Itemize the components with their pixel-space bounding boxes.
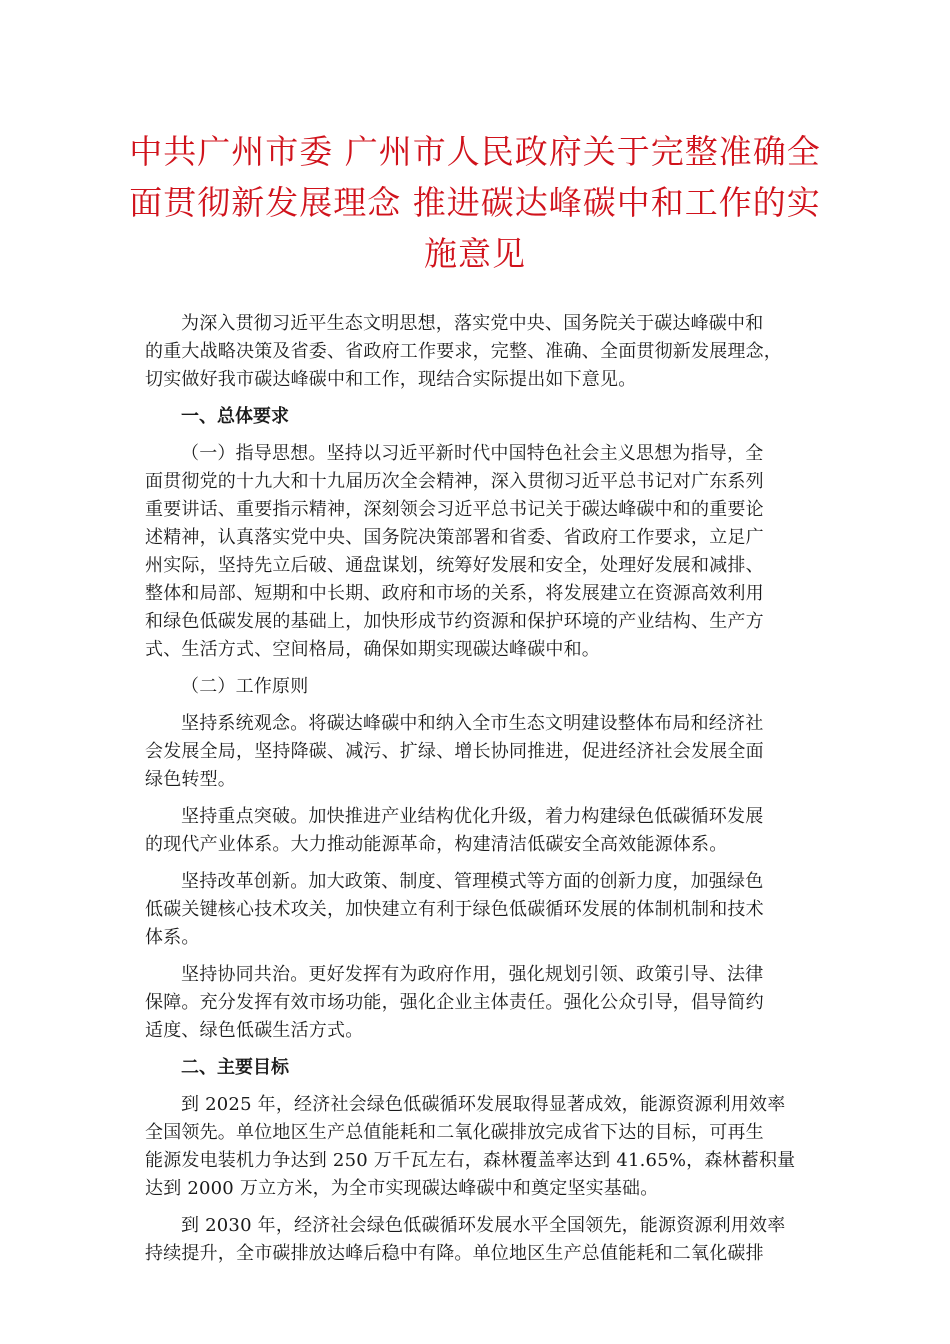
text-line: 述精神，认真落实党中央、国务院决策部署和省委、省政府工作要求，立足广 [145,527,764,548]
text-line: 重要讲话、重要指示精神，深刻领会习近平总书记关于碳达峰碳中和的重要论 [145,499,764,520]
goal-paragraph [145,1212,805,1268]
title-line: 面贯彻新发展理念 推进碳达峰碳中和工作的实 [129,183,821,222]
guiding-paragraph [145,440,805,664]
text-line: 低碳关键核心技术攻关，加快建立有利于绿色低碳循环发展的体制机制和技术 [145,899,764,920]
title-line: 中共广州市委 广州市人民政府关于完整准确全 [129,132,821,171]
text-line: 的现代产业体系。大力推动能源革命，构建清洁低碳安全高效能源体系。 [145,834,728,855]
section-heading: 一、总体要求 [181,406,289,427]
text-line: 为深入贯彻习近平生态文明思想，落实党中央、国务院关于碳达峰碳中和 [181,313,764,334]
text-line: 坚持重点突破。加快推进产业结构优化升级，着力构建绿色低碳循环发展 [181,806,764,827]
text-line: 州实际，坚持先立后破、通盘谋划，统筹好发展和安全，处理好发展和减排、 [145,555,764,576]
text-line: 会发展全局，坚持降碳、减污、扩绿、增长协同推进，促进经济社会发展全面 [145,741,764,762]
text-line: 持续提升，全市碳排放达峰后稳中有降。单位地区生产总值能耗和二氧化碳排 [145,1243,764,1264]
document-body [145,310,805,1277]
text-line: 和绿色低碳发展的基础上，加快形成节约资源和保护环境的产业结构、生产方 [145,611,764,632]
text-line: 的重大战略决策及省委、省政府工作要求，完整、准确、全面贯彻新发展理念， [145,341,782,362]
text-line: 坚持改革创新。加大政策、制度、管理模式等方面的创新力度，加强绿色 [181,871,764,892]
principle-paragraph [145,710,805,794]
text-line: 切实做好我市碳达峰碳中和工作，现结合实际提出如下意见。 [145,369,637,390]
text-line: 达到 2000 万立方米，为全市实现碳达峰碳中和奠定坚实基础。 [145,1178,659,1199]
intro-paragraph [145,310,805,394]
text-line: 体系。 [145,927,200,948]
section-heading: 二、主要目标 [181,1057,289,1078]
text-line: 能源发电装机力争达到 250 万千瓦左右，森林覆盖率达到 41.65%，森林蓄积量 [145,1150,796,1171]
text-line: 坚持系统观念。将碳达峰碳中和纳入全市生态文明建设整体布局和经济社 [181,713,764,734]
text-line: 坚持协同共治。更好发挥有为政府作用，强化规划引领、政策引导、法律 [181,964,764,985]
text-line: 面贯彻党的十九大和十九届历次全会精神，深入贯彻习近平总书记对广东系列 [145,471,764,492]
text-line: 式、生活方式、空间格局，确保如期实现碳达峰碳中和。 [145,639,600,660]
text-line: 全国领先。单位地区生产总值能耗和二氧化碳排放完成省下达的目标，可再生 [145,1122,764,1143]
text-line: 适度、绿色低碳生活方式。 [145,1020,364,1041]
principle-paragraph [145,961,805,1045]
subsection-heading: （二）工作原则 [181,676,309,697]
text-line: （一）指导思想。坚持以习近平新时代中国特色社会主义思想为指导，全 [181,443,764,464]
goal-paragraph [145,1091,805,1203]
text-line: 整体和局部、短期和中长期、政府和市场的关系，将发展建立在资源高效利用 [145,583,764,604]
document-title [120,126,830,279]
principle-paragraph [145,868,805,952]
text-line: 绿色转型。 [145,769,236,790]
title-line: 施意见 [424,234,526,273]
text-line: 到 2030 年，经济社会绿色低碳循环发展水平全国领先，能源资源利用效率 [181,1215,786,1236]
text-line: 保障。充分发挥有效市场功能，强化企业主体责任。强化公众引导，倡导简约 [145,992,764,1013]
principle-paragraph [145,803,805,859]
text-line: 到 2025 年，经济社会绿色低碳循环发展取得显著成效，能源资源利用效率 [181,1094,786,1115]
